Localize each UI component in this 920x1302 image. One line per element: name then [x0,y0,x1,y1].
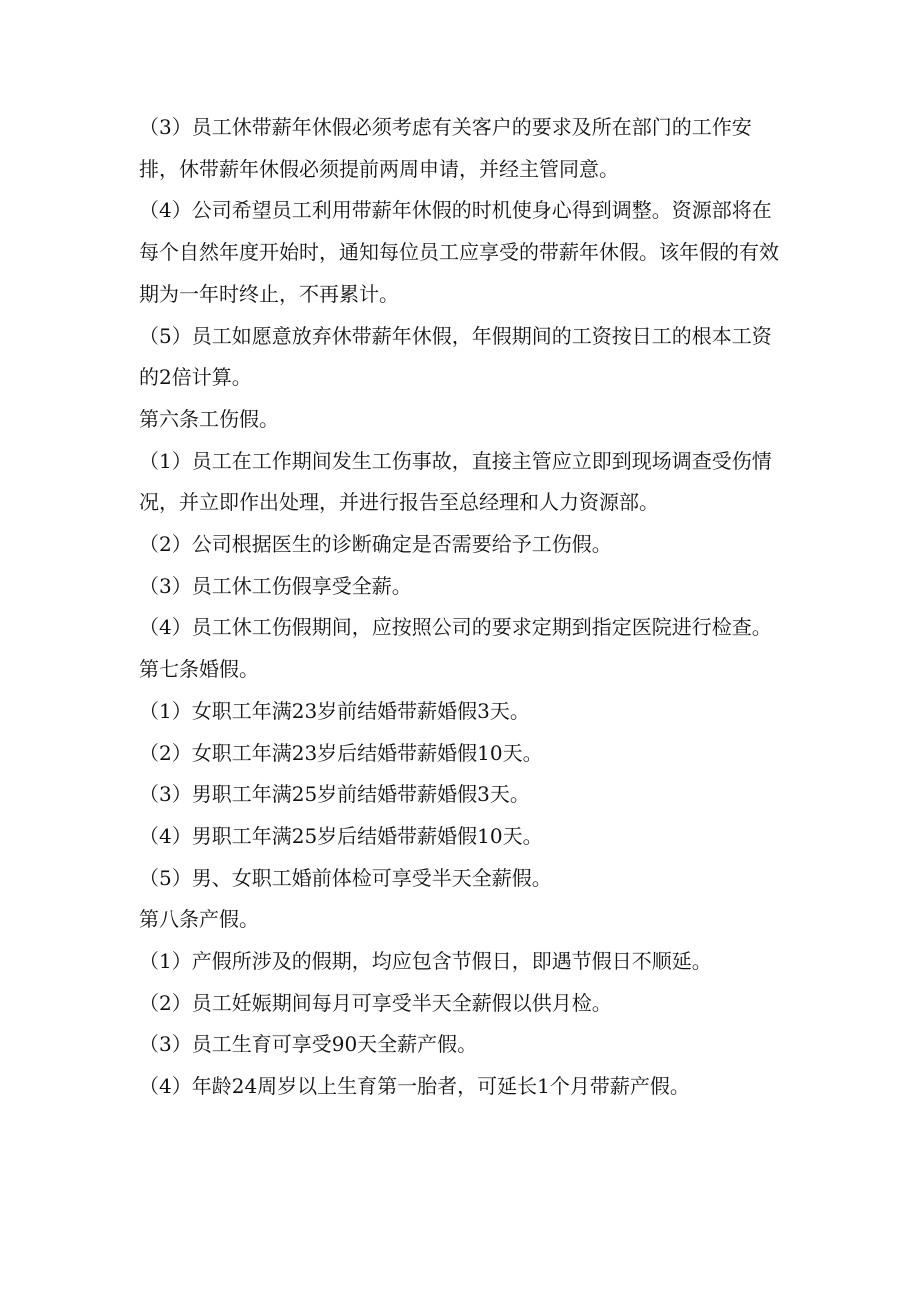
paragraph: （4）公司希望员工利用带薪年休假的时机使身心得到调整。资源部将在每个自然年度开始时，通知每位员工应享受的带薪年休假。该年假的有效期为一年时终止，不再累计。 [139,198,779,306]
paragraph: （5）男、女职工婚前体检可享受半天全薪假。 [139,865,552,890]
paragraph: （3）员工生育可享受90天全薪产假。 [139,1032,478,1057]
paragraph: （2）女职工年满23岁后结婚带薪婚假10天。 [139,740,543,765]
paragraph: （2）公司根据医生的诊断确定是否需要给予工伤假。 [139,532,612,557]
paragraph: （5）员工如愿意放弃休带薪年休假，年假期间的工资按日工的根本工资的2倍计算。 [139,323,772,390]
section-heading: 第六条工伤假。 [139,406,279,431]
document-body [139,107,789,1108]
paragraph: （3）男职工年满25岁前结婚带薪婚假3天。 [139,782,530,807]
paragraph: （3）员工休工伤假享受全薪。 [139,573,412,598]
section-heading: 第七条婚假。 [139,657,259,682]
paragraph: （4）年龄24周岁以上生育第一胎者，可延长1个月带薪产假。 [139,1074,690,1099]
paragraph: （1）女职工年满23岁前结婚带薪婚假3天。 [139,698,530,723]
paragraph: （2）员工妊娠期间每月可享受半天全薪假以供月检。 [139,990,612,1015]
paragraph: （4）男职工年满25岁后结婚带薪婚假10天。 [139,823,543,848]
paragraph: （1）产假所涉及的假期，均应包含节假日，即遇节假日不顺延。 [139,949,712,974]
paragraph: （1）员工在工作期间发生工伤事故，直接主管应立即到现场调查受伤情况，并立即作出处理，并进行报告至总经理和人力资源部。 [139,448,772,515]
section-heading: 第八条产假。 [139,907,259,932]
paragraph: （3）员工休带薪年休假必须考虑有关客户的要求及所在部门的工作安排，休带薪年休假必须提前两周申请，并经主管同意。 [139,115,752,181]
paragraph: （4）员工休工伤假期间，应按照公司的要求定期到指定医院进行检查。 [139,615,772,640]
